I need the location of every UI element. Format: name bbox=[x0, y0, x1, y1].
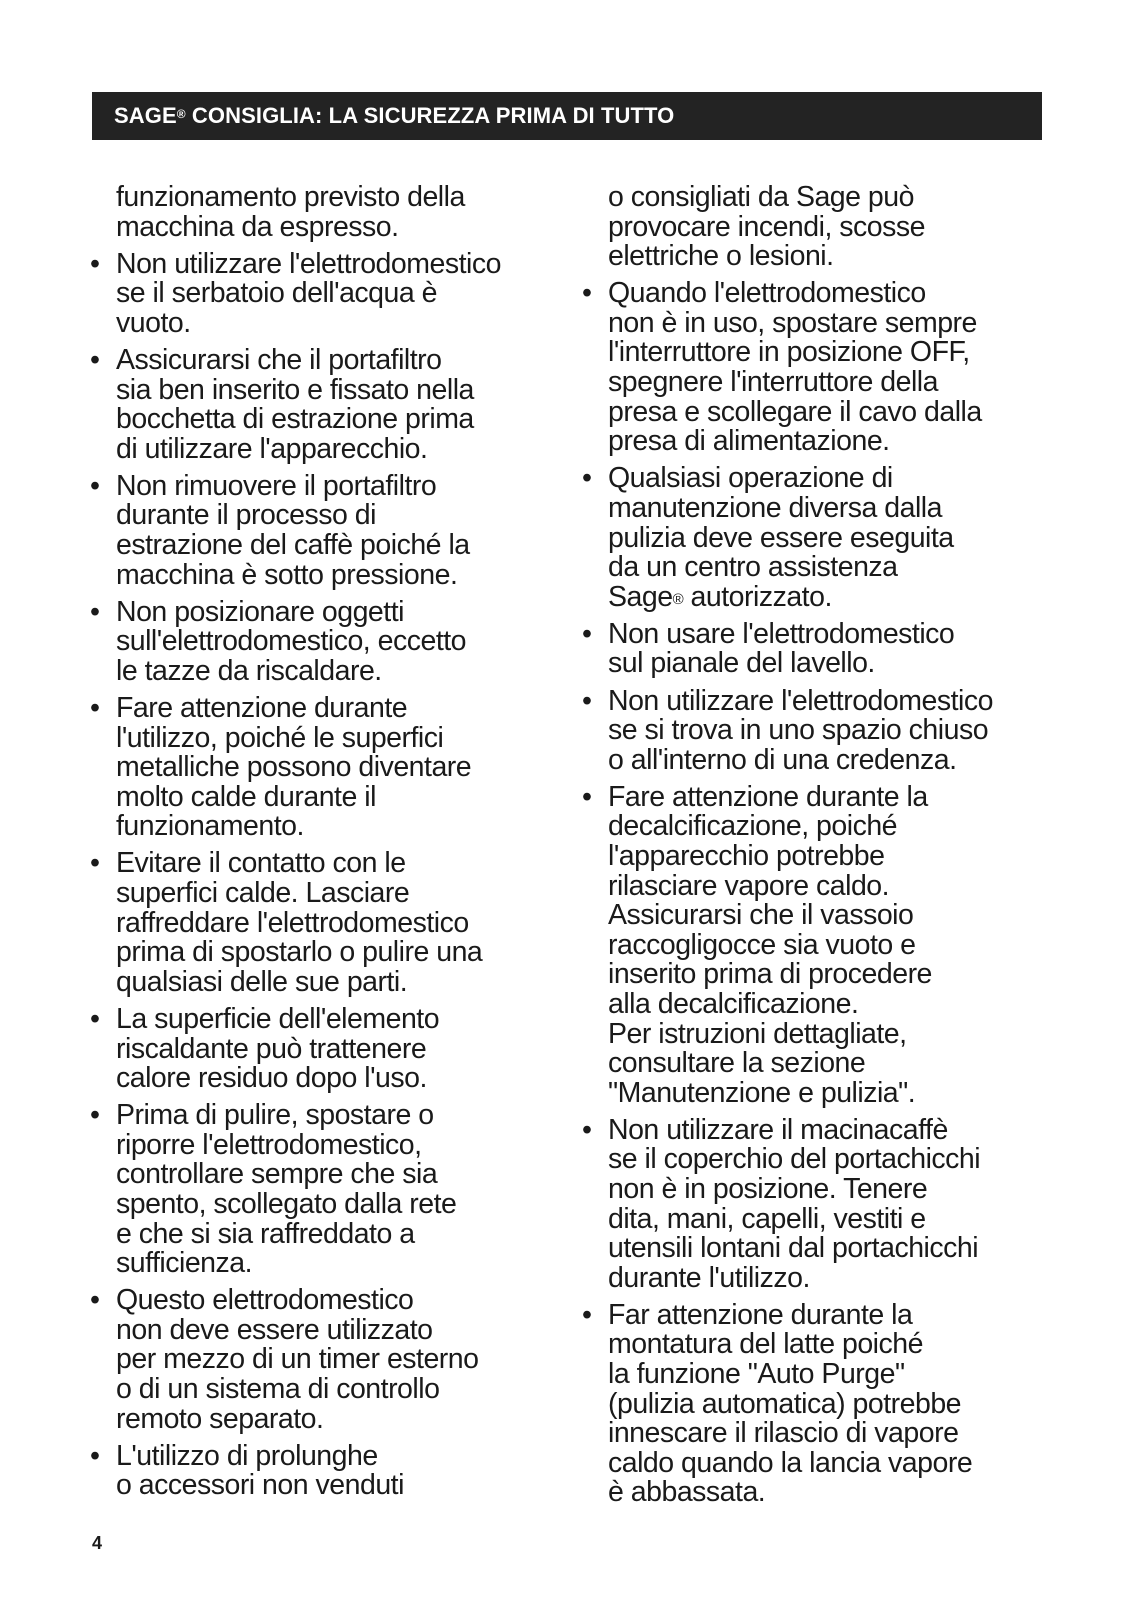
page-number: 4 bbox=[92, 1533, 103, 1553]
list-item-text: Non posizionare oggetti sull'elettrodomestico, eccetto le tazze da riscaldare. bbox=[116, 595, 467, 687]
bullet-icon: • bbox=[582, 277, 592, 310]
registered-mark: ® bbox=[176, 107, 186, 121]
list-item bbox=[582, 780, 1042, 1109]
list-item-text: Non rimuovere il portafiltro durante il processo di estrazione del caffè poiché la macchina è sotto pressione. bbox=[116, 469, 470, 591]
section-header bbox=[92, 92, 1042, 140]
right-column bbox=[582, 183, 1042, 1516]
bullet-icon: • bbox=[90, 1284, 100, 1317]
list-item-text: Prima di pulire, spostare o riporre l'elettrodomestico, controllare sempre che sia spento, scollegato dalla rete e che si sia raffreddato a sufficienza. bbox=[116, 1099, 457, 1280]
list-item bbox=[90, 694, 550, 842]
bullet-icon: • bbox=[90, 692, 100, 724]
bullet-icon: • bbox=[90, 247, 100, 280]
list-item-text-after: autorizzato. bbox=[683, 580, 832, 613]
list-item-text bbox=[608, 464, 1042, 612]
list-item bbox=[582, 1113, 1042, 1294]
bullet-icon: • bbox=[582, 617, 592, 650]
list-item-text: funzionamento previsto della macchina da espresso. bbox=[116, 181, 465, 243]
list-item bbox=[582, 279, 1042, 457]
list-item-text: Quando l'elettrodomestico non è in uso, spostare sempre l'interruttore in posizione OFF, spegnere l'interruttore della presa e scollegare il cavo dalla presa di alimentazione. bbox=[608, 277, 982, 458]
list-item bbox=[90, 469, 550, 591]
list-item-text: Fare attenzione durante l'utilizzo, poiché le superfici metalliche possono diventare molto calde durante il funzionamento. bbox=[116, 692, 472, 843]
bullet-icon: • bbox=[582, 684, 592, 717]
list-item-text: L'utilizzo di prolunghe o accessori non venduti bbox=[116, 1439, 404, 1502]
bullet-icon: • bbox=[582, 780, 592, 813]
list-item-text: La superficie dell'elemento riscaldante può trattenere calore residuo dopo l'uso. bbox=[116, 1002, 440, 1095]
list-item bbox=[582, 617, 1042, 680]
left-column bbox=[90, 183, 550, 1508]
registered-mark: ® bbox=[672, 590, 684, 608]
list-item-text: Non usare l'elettrodomestico sul pianale del lavello. bbox=[608, 617, 955, 680]
bullet-icon: • bbox=[90, 847, 100, 880]
list-item bbox=[582, 1298, 1042, 1509]
list-item-text: Non utilizzare il macinacaffè se il coperchio del portachicchi non è in posizione. Tenere dita, mani, capelli, vestiti e utensili lontani dal portachicchi durante l'utilizzo. bbox=[608, 1113, 981, 1294]
list-item bbox=[90, 343, 550, 465]
bullet-icon: • bbox=[582, 1298, 592, 1331]
list-item bbox=[90, 595, 550, 687]
list-item-text: Far attenzione durante la montatura del latte poiché la funzione "Auto Purge" (pulizia automatica) potrebbe innescare il rilascio di vapore caldo quando la lancia vapore è abbassata. bbox=[608, 1298, 973, 1509]
list-item-text: Fare attenzione durante la decalcificazione, poiché l'apparecchio potrebbe rilasciare vapore caldo. Assicurarsi che il vassoio raccogligocce sia vuoto e inserito prima di procedere alla decalcificazione. Per istruzioni dettagliate, consultare la sezione "Manutenzione e pulizia". bbox=[608, 780, 932, 1109]
list-item bbox=[582, 464, 1042, 612]
list-item-text: Evitare il contatto con le superfici calde. Lasciare raffreddare l'elettrodomestico prima di spostarlo o pulire una qualsiasi delle sue parti. bbox=[116, 847, 483, 998]
list-item bbox=[582, 183, 1042, 272]
bullet-icon: • bbox=[90, 1002, 100, 1035]
list-item bbox=[90, 1286, 550, 1434]
header-title: CONSIGLIA: LA SICUREZZA PRIMA DI TUTTO bbox=[185, 103, 675, 128]
list-item bbox=[90, 247, 550, 339]
bullet-icon: • bbox=[582, 1113, 592, 1146]
list-item-text-before: Qualsiasi operazione di manutenzione diversa dalla pulizia deve essere eseguita da un centro assistenza Sage bbox=[608, 462, 954, 613]
header-brand: SAGE bbox=[114, 103, 177, 128]
bullet-icon: • bbox=[582, 462, 592, 495]
list-item bbox=[90, 849, 550, 997]
bullet-icon: • bbox=[90, 1439, 100, 1472]
list-item bbox=[90, 1439, 550, 1502]
bullet-icon: • bbox=[90, 469, 100, 502]
list-item-text: Assicurarsi che il portafiltro sia ben inserito e fissato nella bocchetta di estrazione prima di utilizzare l'apparecchio. bbox=[116, 343, 474, 465]
bullet-icon: • bbox=[90, 595, 100, 628]
bullet-icon: • bbox=[90, 343, 100, 376]
bullet-icon: • bbox=[90, 1099, 100, 1132]
list-item-text: Questo elettrodomestico non deve essere utilizzato per mezzo di un timer esterno o di un sistema di controllo remoto separato. bbox=[116, 1284, 479, 1435]
list-item-text: Non utilizzare l'elettrodomestico se il serbatoio dell'acqua è vuoto. bbox=[116, 247, 501, 339]
list-item bbox=[582, 684, 1042, 776]
list-item-text: Non utilizzare l'elettrodomestico se si trova in uno spazio chiuso o all'interno di una credenza. bbox=[608, 684, 993, 776]
list-item bbox=[90, 1101, 550, 1279]
list-item bbox=[90, 1002, 550, 1095]
list-item bbox=[90, 183, 550, 242]
list-item-text: o consigliati da Sage può provocare incendi, scosse elettriche o lesioni. bbox=[608, 181, 926, 273]
